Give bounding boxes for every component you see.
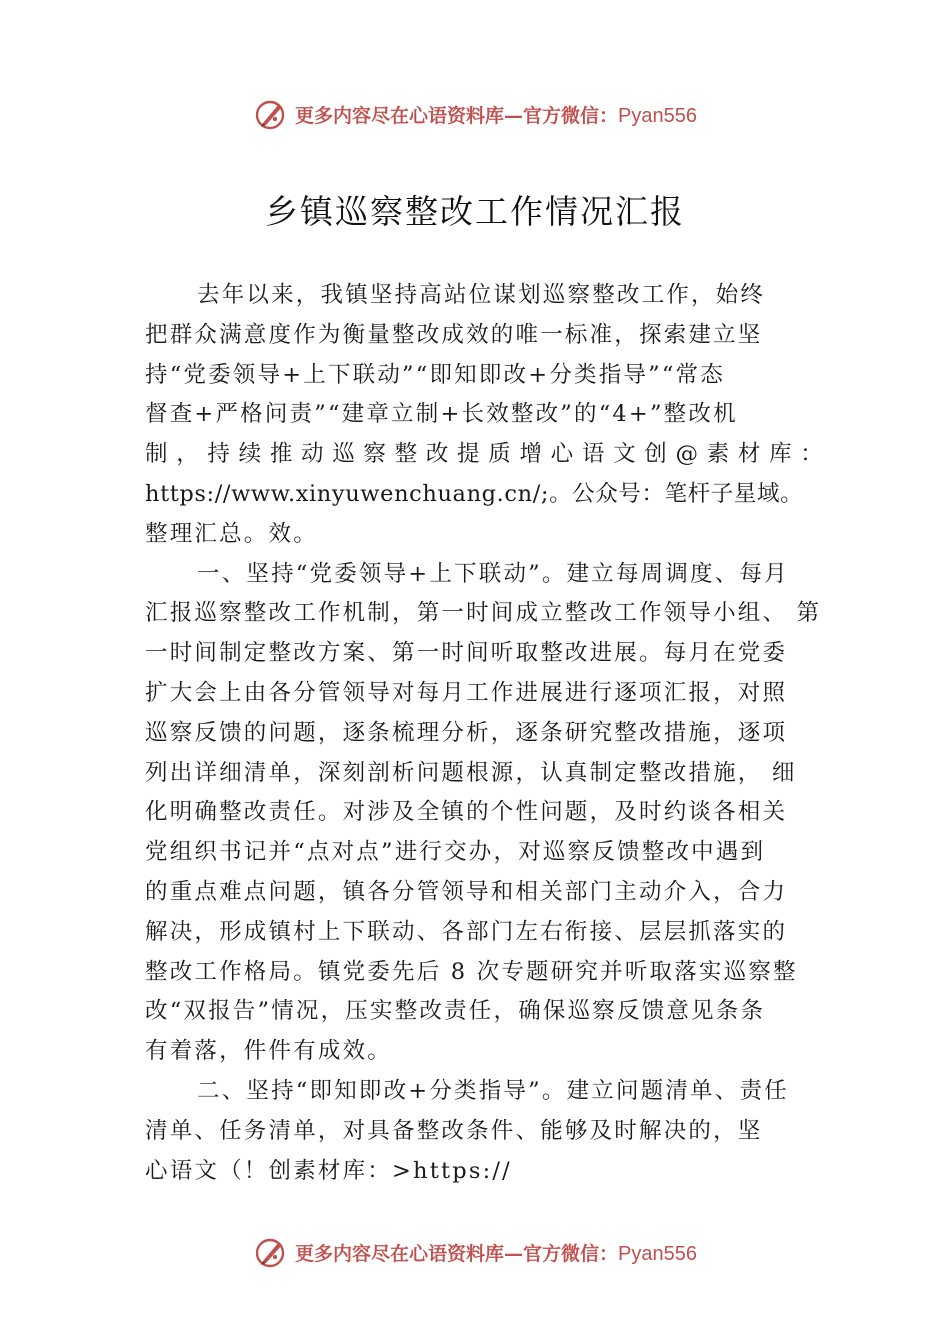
body-line: https://www.xinyuwenchuang.cn/;。公众号：笔杆子星域。	[145, 480, 804, 507]
body-line: 化明确整改责任。对涉及全镇的个性问题，及时约谈各相关	[145, 799, 788, 826]
body-line: 一时间制定整改方案、第一时间听取整改进展。每月在党委	[145, 640, 788, 667]
body-line: 列出详细清单，深刻剖析问题根源，认真制定整改措施， 细	[145, 759, 797, 786]
body-line: 持“党委领导+上下联动”“即知即改+分类指导”“常态	[145, 361, 725, 388]
body-line: 党组织书记并“点对点”进行交办，对巡察反馈整改中遇到	[145, 839, 766, 866]
body-line: 制，持续推动巡察整改提质增心语文创@素材库：	[145, 441, 825, 468]
body-line: 一、坚持“党委领导+上下联动”。建立每周调度、每月	[197, 560, 789, 587]
body-line: 扩大会上由各分管领导对每月工作进展进行逐项汇报，对照	[145, 679, 788, 706]
body-line: 二、坚持“即知即改+分类指导”。建立问题清单、责任	[197, 1077, 789, 1104]
document-body	[145, 276, 825, 1191]
body-line: 心语文（！创素材库：>https://	[145, 1157, 512, 1184]
body-line: 解决，形成镇村上下联动、各部门左右衔接、层层抓落实的	[145, 918, 788, 945]
body-line: 的重点难点问题，镇各分管领导和相关部门主动介入，合力	[145, 878, 788, 905]
body-line: 汇报巡察整改工作机制，第一时间成立整改工作领导小组、 第	[145, 600, 822, 627]
body-line: 去年以来，我镇坚持高站位谋划巡察整改工作，始终	[197, 282, 766, 308]
footer-banner-text: 更多内容尽在心语资料库—官方微信：	[295, 1242, 619, 1265]
document-title: 乡镇巡察整改工作情况汇报	[265, 192, 685, 231]
header-banner-text: 更多内容尽在心语资料库—官方微信：	[295, 104, 619, 127]
footer-banner	[0, 1232, 950, 1272]
pen-logo-icon	[253, 96, 289, 132]
pen-logo-icon	[253, 1234, 289, 1270]
body-line: 改“双报告”情况，压实整改责任，确保巡察反馈意见条条	[145, 998, 766, 1025]
body-line: 整改工作格局。镇党委先后 8 次专题研究并听取落实巡察整	[145, 958, 798, 985]
header-banner-handle: Pyan556	[618, 104, 697, 127]
body-line: 清单、任务清单，对具备整改条件、能够及时解决的，坚	[145, 1117, 763, 1144]
header-banner	[0, 94, 950, 134]
body-line: 督查+严格问责”“建章立制+长效整改”的“4+”整改机	[145, 401, 738, 428]
body-line: 有着落，件件有成效。	[145, 1038, 393, 1065]
body-line: 巡察反馈的问题，逐条梳理分析，逐条研究整改措施，逐项	[145, 719, 788, 746]
footer-banner-handle: Pyan556	[618, 1242, 697, 1265]
body-line: 整理汇总。效。	[145, 520, 318, 547]
body-line: 把群众满意度作为衡量整改成效的唯一标准，探索建立坚	[145, 321, 763, 348]
